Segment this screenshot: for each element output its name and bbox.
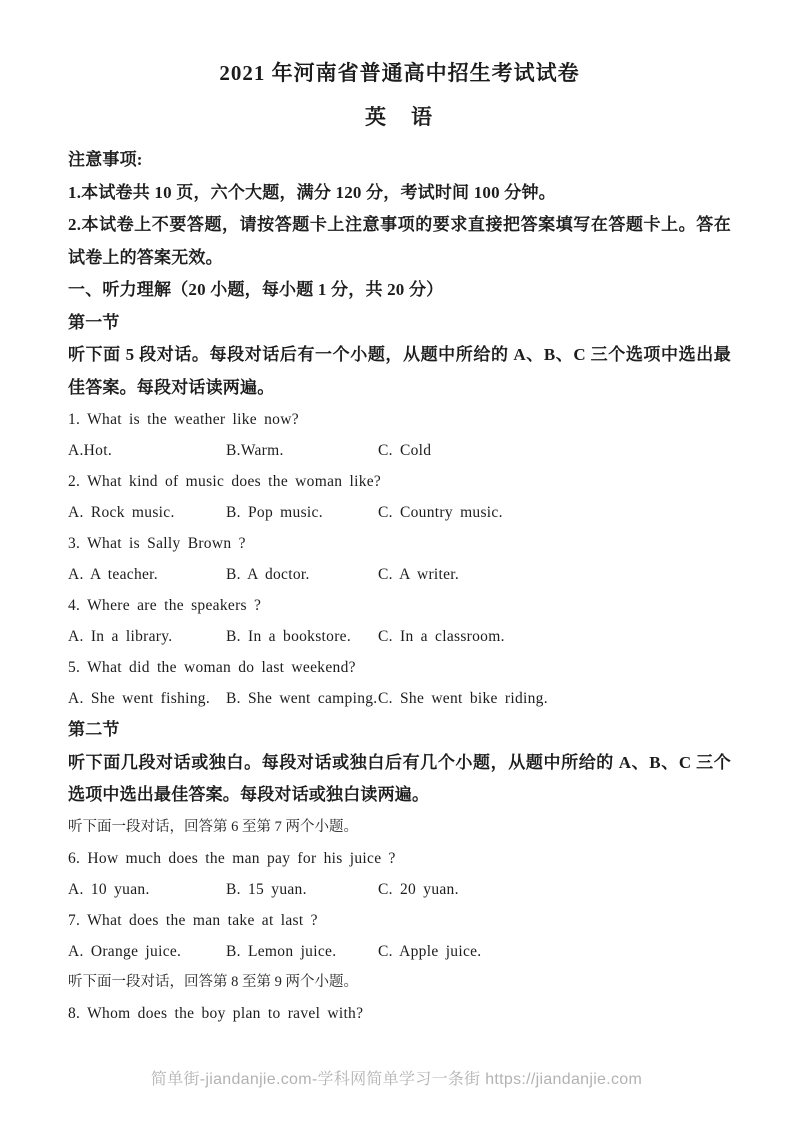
- option-a: A. Orange juice.: [68, 942, 182, 960]
- question-7-text: 7. What does the man take at last ?: [68, 911, 318, 929]
- option-a: A. A teacher.: [68, 566, 158, 583]
- question-3-options: [68, 559, 731, 590]
- question-7-options: [68, 936, 731, 967]
- part2-heading: 第二节: [68, 720, 120, 739]
- question-8-text: 8. Whom does the boy plan to ravel with?: [68, 1004, 364, 1022]
- page-title: 2021 年河南省普通高中招生考试试卷: [219, 61, 580, 85]
- notice-item-1: 1.本试卷共 10 页，六个大题，满分 120 分，考试时间 100 分钟。: [68, 182, 556, 202]
- notice-item-2: 2.本试卷上不要答题，请按答题卡上注意事项的要求直接把答案填写在答题卡上。答在试卷上的答案无效。: [68, 215, 731, 267]
- option-b: B. 15 yuan.: [226, 880, 307, 898]
- option-c: C. A writer.: [378, 566, 460, 583]
- option-a: A.Hot.: [68, 442, 112, 459]
- option-b: B. A doctor.: [226, 566, 310, 583]
- option-a: A. She went fishing.: [68, 690, 211, 707]
- question-5-text: 5. What did the woman do last weekend?: [68, 659, 356, 676]
- option-a: A. 10 yuan.: [68, 880, 150, 898]
- option-a: A. Rock music.: [68, 504, 175, 521]
- subject-title: 英 语: [365, 105, 434, 129]
- option-c: C. 20 yuan.: [378, 880, 459, 898]
- option-b: B. Lemon juice.: [226, 942, 337, 960]
- section-heading-listening: 一、听力理解（20 小题，每小题 1 分，共 20 分）: [68, 280, 444, 299]
- option-a: A. In a library.: [68, 628, 173, 645]
- watermark-footer: 简单街-jiandanjie.com-学科网简单学习一条街 https://jiandanjie.com: [150, 1071, 643, 1088]
- question-6-options: [68, 874, 731, 905]
- option-b: B. Pop music.: [226, 504, 323, 521]
- option-c: C. Country music.: [378, 504, 503, 521]
- option-c: C. Cold: [378, 442, 432, 459]
- part1-instruction: 听下面 5 段对话。每段对话后有一个小题，从题中所给的 A、B、C 三个选项中选出最佳答案。每段对话读两遍。: [68, 345, 731, 397]
- option-c: C. Apple juice.: [378, 942, 482, 960]
- question-6-text: 6. How much does the man pay for his juice ?: [68, 849, 396, 867]
- question-3-text: 3. What is Sally Brown ?: [68, 535, 246, 552]
- question-2-options: [68, 497, 731, 528]
- notice-heading: 注意事项:: [68, 150, 143, 169]
- question-1-options: [68, 435, 731, 466]
- question-2-text: 2. What kind of music does the woman like?: [68, 473, 382, 490]
- option-c: C. In a classroom.: [378, 628, 505, 645]
- listening-hint-6-7: 听下面一段对话，回答第 6 至第 7 两个小题。: [68, 818, 358, 835]
- option-b: B. She went camping.: [226, 690, 378, 707]
- option-b: B.Warm.: [226, 442, 284, 459]
- question-1-text: 1. What is the weather like now?: [68, 411, 299, 428]
- question-4-options: [68, 621, 731, 652]
- part2-instruction: 听下面几段对话或独白。每段对话或独白后有几个小题，从题中所给的 A、B、C 三个选项中选出最佳答案。每段对话或独白读两遍。: [68, 752, 731, 804]
- part1-heading: 第一节: [68, 312, 120, 332]
- option-b: B. In a bookstore.: [226, 628, 352, 645]
- question-5-options: [68, 683, 731, 714]
- listening-hint-8-9: 听下面一段对话，回答第 8 至第 9 两个小题。: [68, 973, 358, 990]
- question-4-text: 4. Where are the speakers ?: [68, 597, 262, 614]
- option-c: C. She went bike riding.: [378, 690, 548, 707]
